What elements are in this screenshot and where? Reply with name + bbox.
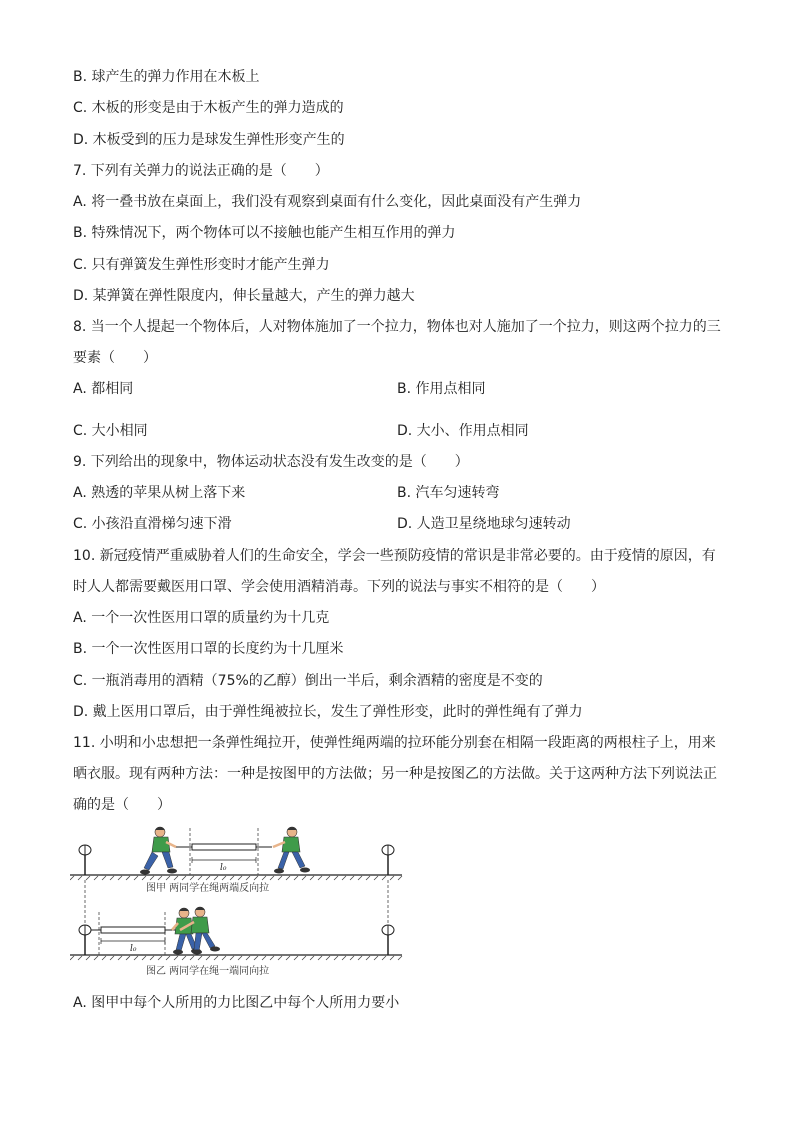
kids-pair-yi <box>172 907 220 955</box>
kid-right-jia <box>273 827 310 874</box>
q10-option-b: B. 一个一次性医用口罩的长度约为十几厘米 <box>73 641 344 657</box>
q7-option-c: C. 只有弹簧发生弹性形变时才能产生弹力 <box>73 257 330 273</box>
figure-caption-yi: 图乙 两同学在绳一端同向拉 <box>146 966 270 977</box>
figure-yi <box>70 907 402 977</box>
q10-stem-line2: 时人人都需要戴医用口罩、学会使用酒精消毒。下列的说法与事实不相符的是（ ） <box>73 579 605 595</box>
q7-option-a: A. 将一叠书放在桌面上，我们没有观察到桌面有什么变化，因此桌面没有产生弹力 <box>73 194 582 210</box>
kid-left-jia <box>140 827 177 875</box>
post-right-jia <box>382 845 394 875</box>
elastic-rope-yi <box>101 927 165 933</box>
q8-option-d: D. 大小、作用点相同 <box>397 423 529 439</box>
q8-option-b: B. 作用点相同 <box>397 381 486 397</box>
q11-option-a: A. 图甲中每个人所用的力比图乙中每个人所用力要小 <box>73 995 400 1011</box>
q6-option-d: D. 木板受到的压力是球发生弹性形变产生的 <box>73 132 345 148</box>
q10-option-a: A. 一个一次性医用口罩的质量约为十几克 <box>73 610 330 626</box>
q8-stem-line2: 要素（ ） <box>73 350 157 366</box>
post-left-jia <box>79 845 91 875</box>
q10-option-c: C. 一瓶消毒用的酒精（75%的乙醇）倒出一半后，剩余酒精的密度是不变的 <box>73 673 543 689</box>
figure-caption-jia: 图甲 两同学在绳两端反向拉 <box>146 883 270 894</box>
q11-stem-line1: 11. 小明和小忠想把一条弹性绳拉开，使弹性绳两端的拉环能分别套在相隔一段距离的两根柱子上，用来 <box>73 735 716 751</box>
q6-option-b: B. 球产生的弹力作用在木板上 <box>73 69 260 85</box>
length-label-yi: l₀ <box>130 944 137 954</box>
q9-stem: 9. 下列给出的现象中，物体运动状态没有发生改变的是（ ） <box>73 454 469 470</box>
post-right-yi <box>382 925 394 955</box>
elastic-rope-jia <box>192 844 256 850</box>
q8-option-a: A. 都相同 <box>73 381 134 397</box>
q9-option-d: D. 人造卫星绕地球匀速转动 <box>397 516 571 532</box>
q8-option-c: C. 大小相同 <box>73 423 148 439</box>
q11-stem-line3: 确的是（ ） <box>73 797 171 813</box>
q9-option-b: B. 汽车匀速转弯 <box>397 485 500 501</box>
q7-option-d: D. 某弹簧在弹性限度内，伸长量越大，产生的弹力越大 <box>73 288 415 304</box>
q9-option-a: A. 熟透的苹果从树上落下来 <box>73 485 246 501</box>
q9-option-c: C. 小孩沿直滑梯匀速下滑 <box>73 516 232 532</box>
q11-stem-line2: 晒衣服。现有两种方法：一种是按图甲的方法做；另一种是按图乙的方法做。关于这两种方法下列说法正 <box>73 766 717 782</box>
q8-stem-line1: 8. 当一个人提起一个物体后，人对物体施加了一个拉力，物体也对人施加了一个拉力，则这两个拉力的三 <box>73 319 721 335</box>
q7-option-b: B. 特殊情况下，两个物体可以不接触也能产生相互作用的弹力 <box>73 225 456 241</box>
q10-option-d: D. 戴上医用口罩后，由于弹性绳被拉长，发生了弹性形变，此时的弹性绳有了弹力 <box>73 704 583 720</box>
q10-stem-line1: 10. 新冠疫情严重威胁着人们的生命安全，学会一些预防疫情的常识是非常必要的。由于疫情的原因，有 <box>73 548 716 564</box>
figure-jia <box>70 827 402 894</box>
elastic-rope-figure <box>70 820 405 985</box>
post-left-yi <box>79 925 91 955</box>
q6-option-c: C. 木板的形变是由于木板产生的弹力造成的 <box>73 100 344 116</box>
length-label-jia: l₀ <box>220 863 227 873</box>
q7-stem: 7. 下列有关弹力的说法正确的是（ ） <box>73 163 329 179</box>
